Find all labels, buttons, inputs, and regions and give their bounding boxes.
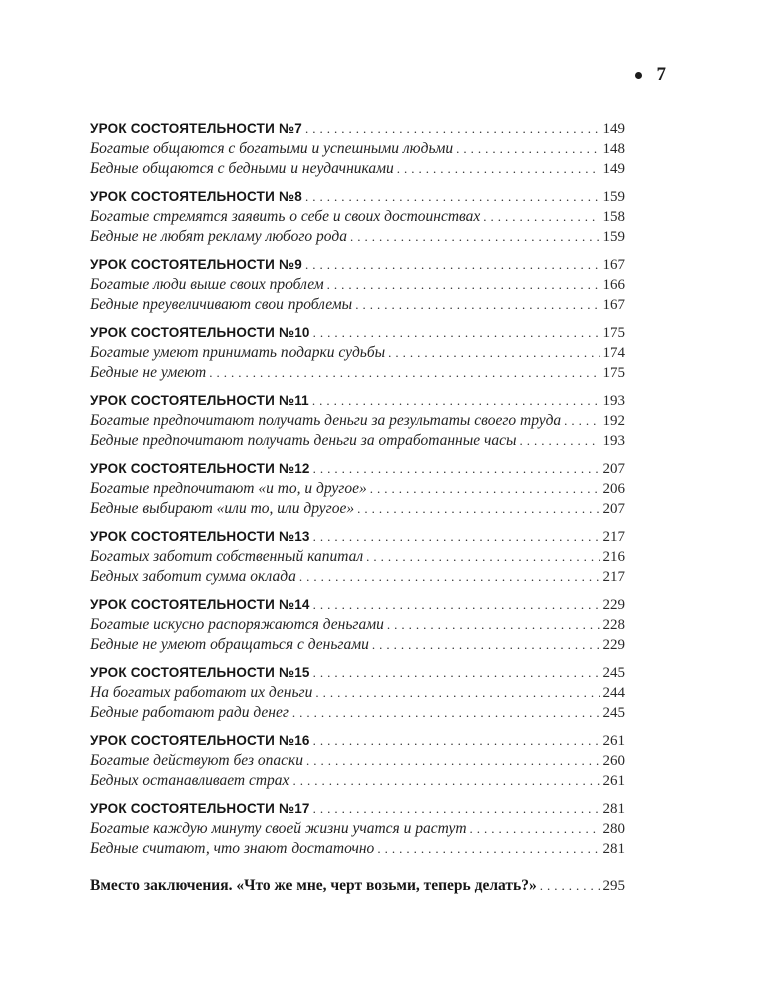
toc-heading: [90, 459, 625, 479]
toc-entry-text: Богатые общаются с богатыми и успешными людьми: [90, 140, 454, 157]
dot-leader: [370, 479, 600, 499]
toc-entry: [90, 363, 625, 383]
toc-group: [90, 255, 625, 315]
toc-entry-text: Богатые умеют принимать подарки судьбы: [90, 344, 386, 361]
dot-leader: [366, 547, 599, 567]
toc-heading: [90, 527, 625, 547]
toc-entry-page: 228: [602, 617, 625, 633]
toc-heading-page: 193: [602, 393, 625, 409]
toc-group: [90, 323, 625, 383]
dot-leader: [313, 663, 600, 683]
toc-heading-page: 229: [602, 597, 625, 613]
dot-leader: [327, 275, 600, 295]
dot-leader: [372, 635, 600, 655]
toc-entry: [90, 499, 625, 519]
toc-entry-text: Богатые предпочитают получать деньги за результаты своего труда: [90, 412, 562, 429]
toc-group: [90, 187, 625, 247]
dot-leader: [483, 207, 599, 227]
toc-entry: [90, 683, 625, 703]
toc-entry-text: Бедные общаются с бедными и неудачниками: [90, 160, 394, 177]
toc-entry: [90, 411, 625, 431]
toc-entry: [90, 703, 625, 723]
toc-heading-text: УРОК СОСТОЯТЕЛЬНОСТИ №16: [90, 733, 310, 748]
toc-heading-text: УРОК СОСТОЯТЕЛЬНОСТИ №10: [90, 325, 310, 340]
dot-leader: [313, 459, 600, 479]
toc-entry-text: Бедные работают ради денег: [90, 704, 289, 721]
dot-leader: [397, 159, 600, 179]
dot-leader: [520, 431, 600, 451]
toc-heading-page: 167: [602, 257, 625, 273]
toc-entry-text: Бедных останавливает страх: [90, 772, 290, 789]
dot-leader: [313, 527, 600, 547]
toc-list: [90, 119, 625, 896]
toc-heading: [90, 255, 625, 275]
toc-entry: [90, 615, 625, 635]
toc-heading-page: 149: [602, 121, 625, 137]
toc-entry-text: Богатые каждую минуту своей жизни учатся и растут: [90, 820, 467, 837]
toc-heading-page: 245: [602, 665, 625, 681]
toc-heading-text: УРОК СОСТОЯТЕЛЬНОСТИ №17: [90, 801, 310, 816]
toc-entry-page: 207: [602, 501, 625, 517]
dot-leader: [470, 819, 600, 839]
dot-leader: [357, 499, 599, 519]
page-number: 7: [656, 64, 666, 85]
toc-heading-page: 207: [602, 461, 625, 477]
toc-entry-page: 244: [602, 685, 625, 701]
toc-entry-text: Богатые предпочитают «и то, и другое»: [90, 480, 367, 497]
toc-heading-text: УРОК СОСТОЯТЕЛЬНОСТИ №11: [90, 393, 309, 408]
dot-leader: [306, 751, 600, 771]
toc-entry: [90, 567, 625, 587]
toc-footer-text: Вместо заключения. «Что же мне, черт возьми, теперь делать?»: [90, 877, 537, 894]
toc-entry-text: На богатых работают их деньги: [90, 684, 313, 701]
dot-leader: [377, 839, 599, 859]
toc-entry-page: 260: [602, 753, 625, 769]
toc-heading-page: 159: [602, 189, 625, 205]
toc-entry-text: Бедные выбирают «или то, или другое»: [90, 500, 355, 517]
dot-leader: [299, 567, 600, 587]
toc-entry: [90, 751, 625, 771]
toc-entry: [90, 819, 625, 839]
toc-entry-page: 166: [602, 277, 625, 293]
toc-entry-page: 245: [602, 705, 625, 721]
toc-entry-page: 216: [602, 549, 625, 565]
toc-entry-page: 229: [602, 637, 625, 653]
toc-entry-page: 174: [602, 345, 625, 361]
dot-leader: [388, 343, 599, 363]
dot-leader: [350, 227, 600, 247]
toc-entry: [90, 635, 625, 655]
toc-entry-page: 193: [602, 433, 625, 449]
toc-heading-text: УРОК СОСТОЯТЕЛЬНОСТИ №7: [90, 121, 302, 136]
toc-heading-text: УРОК СОСТОЯТЕЛЬНОСТИ №15: [90, 665, 310, 680]
toc-heading: [90, 391, 625, 411]
toc-entry-page: 280: [602, 821, 625, 837]
toc-entry-page: 175: [602, 365, 625, 381]
dot-leader: [292, 703, 600, 723]
toc-entry-text: Богатые искусно распоряжаются деньгами: [90, 616, 384, 633]
toc-heading: [90, 119, 625, 139]
toc-entry: [90, 275, 625, 295]
toc-entry: [90, 343, 625, 363]
dot-leader: [540, 876, 600, 896]
toc-heading: [90, 595, 625, 615]
toc-heading: [90, 187, 625, 207]
toc-heading-page: 261: [602, 733, 625, 749]
dot-leader: [315, 683, 599, 703]
toc-heading-page: 217: [602, 529, 625, 545]
toc-entry-page: 148: [602, 141, 625, 157]
dot-leader: [313, 799, 600, 819]
toc-entry-text: Богатые стремятся заявить о себе и своих достоинствах: [90, 208, 481, 225]
toc-entry-text: Богатые люди выше своих проблем: [90, 276, 324, 293]
toc-entry-page: 261: [602, 773, 625, 789]
dot-leader: [305, 187, 600, 207]
toc-heading-text: УРОК СОСТОЯТЕЛЬНОСТИ №14: [90, 597, 310, 612]
toc-heading-text: УРОК СОСТОЯТЕЛЬНОСТИ №8: [90, 189, 302, 204]
toc-heading-page: 281: [602, 801, 625, 817]
toc-entry: [90, 227, 625, 247]
toc-heading: [90, 663, 625, 683]
toc-entry: [90, 479, 625, 499]
toc-entry-page: 167: [602, 297, 625, 313]
dot-leader: [564, 411, 599, 431]
dot-leader: [313, 595, 600, 615]
toc-entry-text: Богатые действуют без опаски: [90, 752, 303, 769]
toc-heading: [90, 799, 625, 819]
toc-entry-text: Бедных заботит сумма оклада: [90, 568, 296, 585]
toc-entry: [90, 159, 625, 179]
toc-entry-text: Бедные преувеличивают свои проблемы: [90, 296, 353, 313]
bullet-icon: [635, 72, 642, 79]
toc-entry-text: Бедные считают, что знают достаточно: [90, 840, 375, 857]
dot-leader: [387, 615, 600, 635]
toc-entry-page: 159: [602, 229, 625, 245]
dot-leader: [355, 295, 599, 315]
toc-entry-page: 217: [602, 569, 625, 585]
toc-entry-text: Бедные не умеют: [90, 364, 207, 381]
dot-leader: [313, 323, 600, 343]
toc-entry: [90, 771, 625, 791]
toc-entry-text: Бедные не умеют обращаться с деньгами: [90, 636, 369, 653]
dot-leader: [312, 391, 600, 411]
dot-leader: [209, 363, 599, 383]
toc-heading-text: УРОК СОСТОЯТЕЛЬНОСТИ №13: [90, 529, 310, 544]
dot-leader: [305, 255, 600, 275]
toc-entry-text: Бедные предпочитают получать деньги за отработанные часы: [90, 432, 517, 449]
toc-entry: [90, 295, 625, 315]
toc-footer: [90, 876, 625, 896]
toc-entry-page: 192: [602, 413, 625, 429]
toc-entry: [90, 431, 625, 451]
toc-entry-page: 206: [602, 481, 625, 497]
toc-entry: [90, 839, 625, 859]
dot-leader: [313, 731, 600, 751]
toc-group: [90, 119, 625, 179]
toc-heading: [90, 731, 625, 751]
toc-group: [90, 731, 625, 791]
toc-entry-text: Богатых заботит собственный капитал: [90, 548, 364, 565]
dot-leader: [305, 119, 600, 139]
toc-heading-page: 175: [602, 325, 625, 341]
toc-entry-page: 281: [602, 841, 625, 857]
page-header: [635, 64, 667, 86]
toc-group: [90, 799, 625, 859]
toc-group: [90, 391, 625, 451]
dot-leader: [292, 771, 599, 791]
dot-leader: [456, 139, 599, 159]
toc-entry: [90, 207, 625, 227]
toc-heading-text: УРОК СОСТОЯТЕЛЬНОСТИ №9: [90, 257, 302, 272]
toc-footer-page: 295: [602, 878, 625, 894]
toc-entry: [90, 139, 625, 159]
toc-heading-text: УРОК СОСТОЯТЕЛЬНОСТИ №12: [90, 461, 310, 476]
toc-group: [90, 663, 625, 723]
toc-group: [90, 595, 625, 655]
toc-entry-page: 149: [602, 161, 625, 177]
toc-heading: [90, 323, 625, 343]
toc-entry-page: 158: [602, 209, 625, 225]
toc-entry: [90, 547, 625, 567]
toc-group: [90, 527, 625, 587]
toc-group: [90, 459, 625, 519]
toc-entry-text: Бедные не любят рекламу любого рода: [90, 228, 347, 245]
